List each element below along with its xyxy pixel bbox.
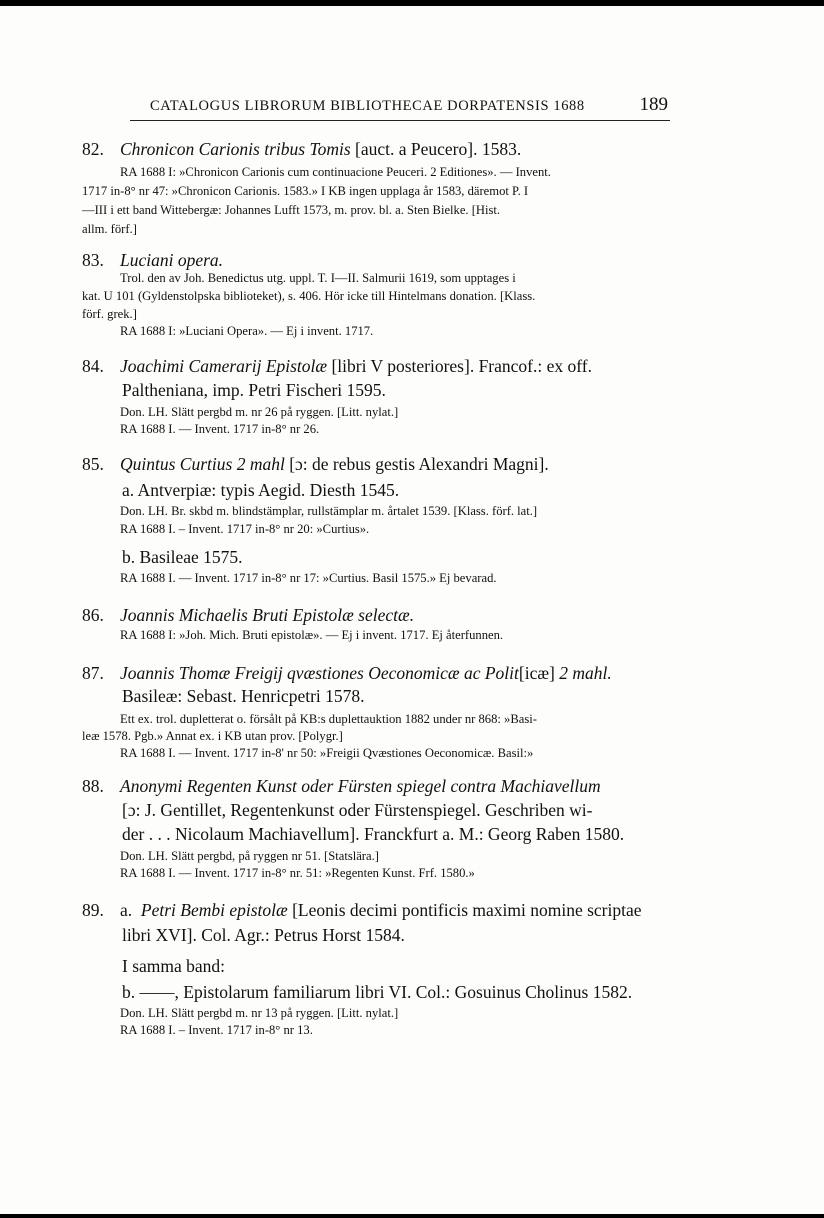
entry-heading [82, 454, 549, 475]
entry-title: Chronicon Carionis tribus Tomis [120, 139, 351, 159]
entry-title: Anonymi Regenten Kunst oder Fürsten spiegel contra Machiavellum [120, 776, 601, 796]
entry-subitem-label: a. [120, 900, 133, 920]
entry-title-rest: [icæ] [518, 663, 555, 683]
entry-note: RA 1688 I. — Invent. 1717 in-8° nr 17: »Curtius. Basil 1575.» Ej bevarad. [120, 571, 497, 585]
entry-title: Luciani opera. [120, 250, 224, 270]
entry-title-continued: Basileæ: Sebast. Henricpetri 1578. [122, 686, 365, 706]
entry-note: Don. LH. Slätt pergbd m. nr 13 på ryggen. [Litt. nylat.] [120, 1006, 399, 1020]
entry-heading [82, 139, 521, 160]
entry-note: RA 1688 I: »Luciani Opera». — Ej i invent. 1717. [120, 324, 374, 338]
entry-note: Don. LH. Br. skbd m. blindstämplar, rullstämplar m. årtalet 1539. [Klass. förf. lat.] [120, 504, 538, 518]
entry-note: Trol. den av Joh. Benedictus utg. uppl. T. I—II. Salmurii 1619, som upptages i [120, 271, 516, 285]
entry-title: Joannis Michaelis Bruti Epistolæ selectæ. [120, 605, 415, 625]
entry-subitem-b: b. Basileae 1575. [122, 547, 243, 567]
entry-title: Joannis Thomæ Freigij qvæstiones Oeconomicæ ac Polit [120, 663, 519, 683]
entry-note: RA 1688 I. – Invent. 1717 in-8° nr 20: »Curtius». [120, 522, 370, 536]
entry-note: leæ 1578. Pgb.» Annat ex. i KB utan prov. [Polygr.] [82, 729, 343, 743]
entry-note: Don. LH. Slätt pergbd, på ryggen nr 51. [Statslära.] [120, 849, 379, 863]
entry-number: 84. [82, 356, 104, 376]
entry-title: Joachimi Camerarij Epistolæ [120, 356, 328, 376]
entry-title: Petri Bembi epistolæ [140, 900, 288, 920]
entry-heading [82, 250, 223, 271]
entry-title: Quintus Curtius 2 mahl [120, 454, 285, 474]
entry-note: RA 1688 I: »Joh. Mich. Bruti epistolæ». — Ej i invent. 1717. Ej återfunnen. [120, 628, 504, 642]
entry-note: Ett ex. trol. dupletterat o. försålt på KB:s duplettauktion 1882 under nr 868: »Basi- [120, 712, 537, 726]
entry-heading [82, 356, 592, 377]
entry-title-continued: Paltheniana, imp. Petri Fischeri 1595. [122, 380, 386, 400]
entry-title-continued: [ɔ: J. Gentillet, Regentenkunst oder Fürstenspiegel. Geschriben wi- [122, 800, 593, 820]
entry-note: —III i ett band Wittebergæ: Johannes Lufft 1573, m. prov. bl. a. Sten Bielke. [Hist. [82, 203, 501, 217]
entry-heading [82, 776, 601, 797]
entry-note: allm. förf.] [82, 222, 137, 236]
entry-note: kat. U 101 (Gyldenstolpska biblioteket), s. 406. Hör icke till Hintelmans donation. [Klass. [82, 289, 536, 303]
entry-title-end: 2 mahl. [554, 663, 612, 683]
scan-border-top [0, 0, 824, 6]
entry-number: 85. [82, 454, 104, 474]
entry-number: 88. [82, 776, 104, 796]
entry-title-continued: libri XVI]. Col. Agr.: Petrus Horst 1584. [122, 925, 405, 945]
entry-note: Don. LH. Slätt pergbd m. nr 26 på ryggen. [Litt. nylat.] [120, 405, 399, 419]
entry-heading [82, 900, 642, 921]
entry-note: RA 1688 I. – Invent. 1717 in-8° nr 13. [120, 1023, 313, 1037]
same-volume-label: I samma band: [122, 956, 226, 976]
entry-number: 86. [82, 605, 104, 625]
entry-number: 87. [82, 663, 104, 683]
entry-title-rest: [libri V posteriores]. Francof.: ex off. [327, 356, 592, 376]
entry-title-rest: [Leonis decimi pontificis maximi nomine scriptae [287, 900, 642, 920]
entry-title-continued: der . . . Nicolaum Machiavellum]. Franckfurt a. M.: Georg Raben 1580. [122, 824, 625, 844]
entry-number: 83. [82, 250, 104, 270]
page-number: 189 [639, 94, 668, 115]
entry-title-rest: [ɔ: de rebus gestis Alexandri Magni]. [284, 454, 549, 474]
entry-heading [82, 605, 414, 626]
running-title: CATALOGUS LIBRORUM BIBLIOTHECAE DORPATENSIS 1688 [150, 98, 585, 114]
entry-note: RA 1688 I. — Invent. 1717 in-8° nr 26. [120, 422, 320, 436]
entry-note: 1717 in-8° nr 47: »Chronicon Carionis. 1583.» I KB ingen upplaga år 1583, däremot P. I [82, 184, 529, 198]
entry-heading [82, 663, 612, 684]
entry-number: 82. [82, 139, 104, 159]
entry-subitem-b: b. ——, Epistolarum familiarum libri VI. Col.: Gosuinus Cholinus 1582. [122, 982, 633, 1002]
running-head [130, 94, 670, 121]
entry-note: RA 1688 I. — Invent. 1717 in-8' nr 50: »Freigii Qvæstiones Oeconomicæ. Basil:» [120, 746, 534, 760]
entry-title-rest: [auct. a Peucero]. 1583. [350, 139, 522, 159]
scan-border-bottom [0, 1214, 824, 1218]
entry-note: RA 1688 I: »Chronicon Carionis cum continuacione Peuceri. 2 Editiones». — Invent. [120, 165, 551, 179]
entry-note: förf. grek.] [82, 307, 137, 321]
entry-number: 89. [82, 900, 104, 920]
entry-subitem-a: a. Antverpiæ: typis Aegid. Diesth 1545. [122, 480, 400, 500]
entry-note: RA 1688 I. — Invent. 1717 in-8° nr. 51: »Regenten Kunst. Frf. 1580.» [120, 866, 475, 880]
